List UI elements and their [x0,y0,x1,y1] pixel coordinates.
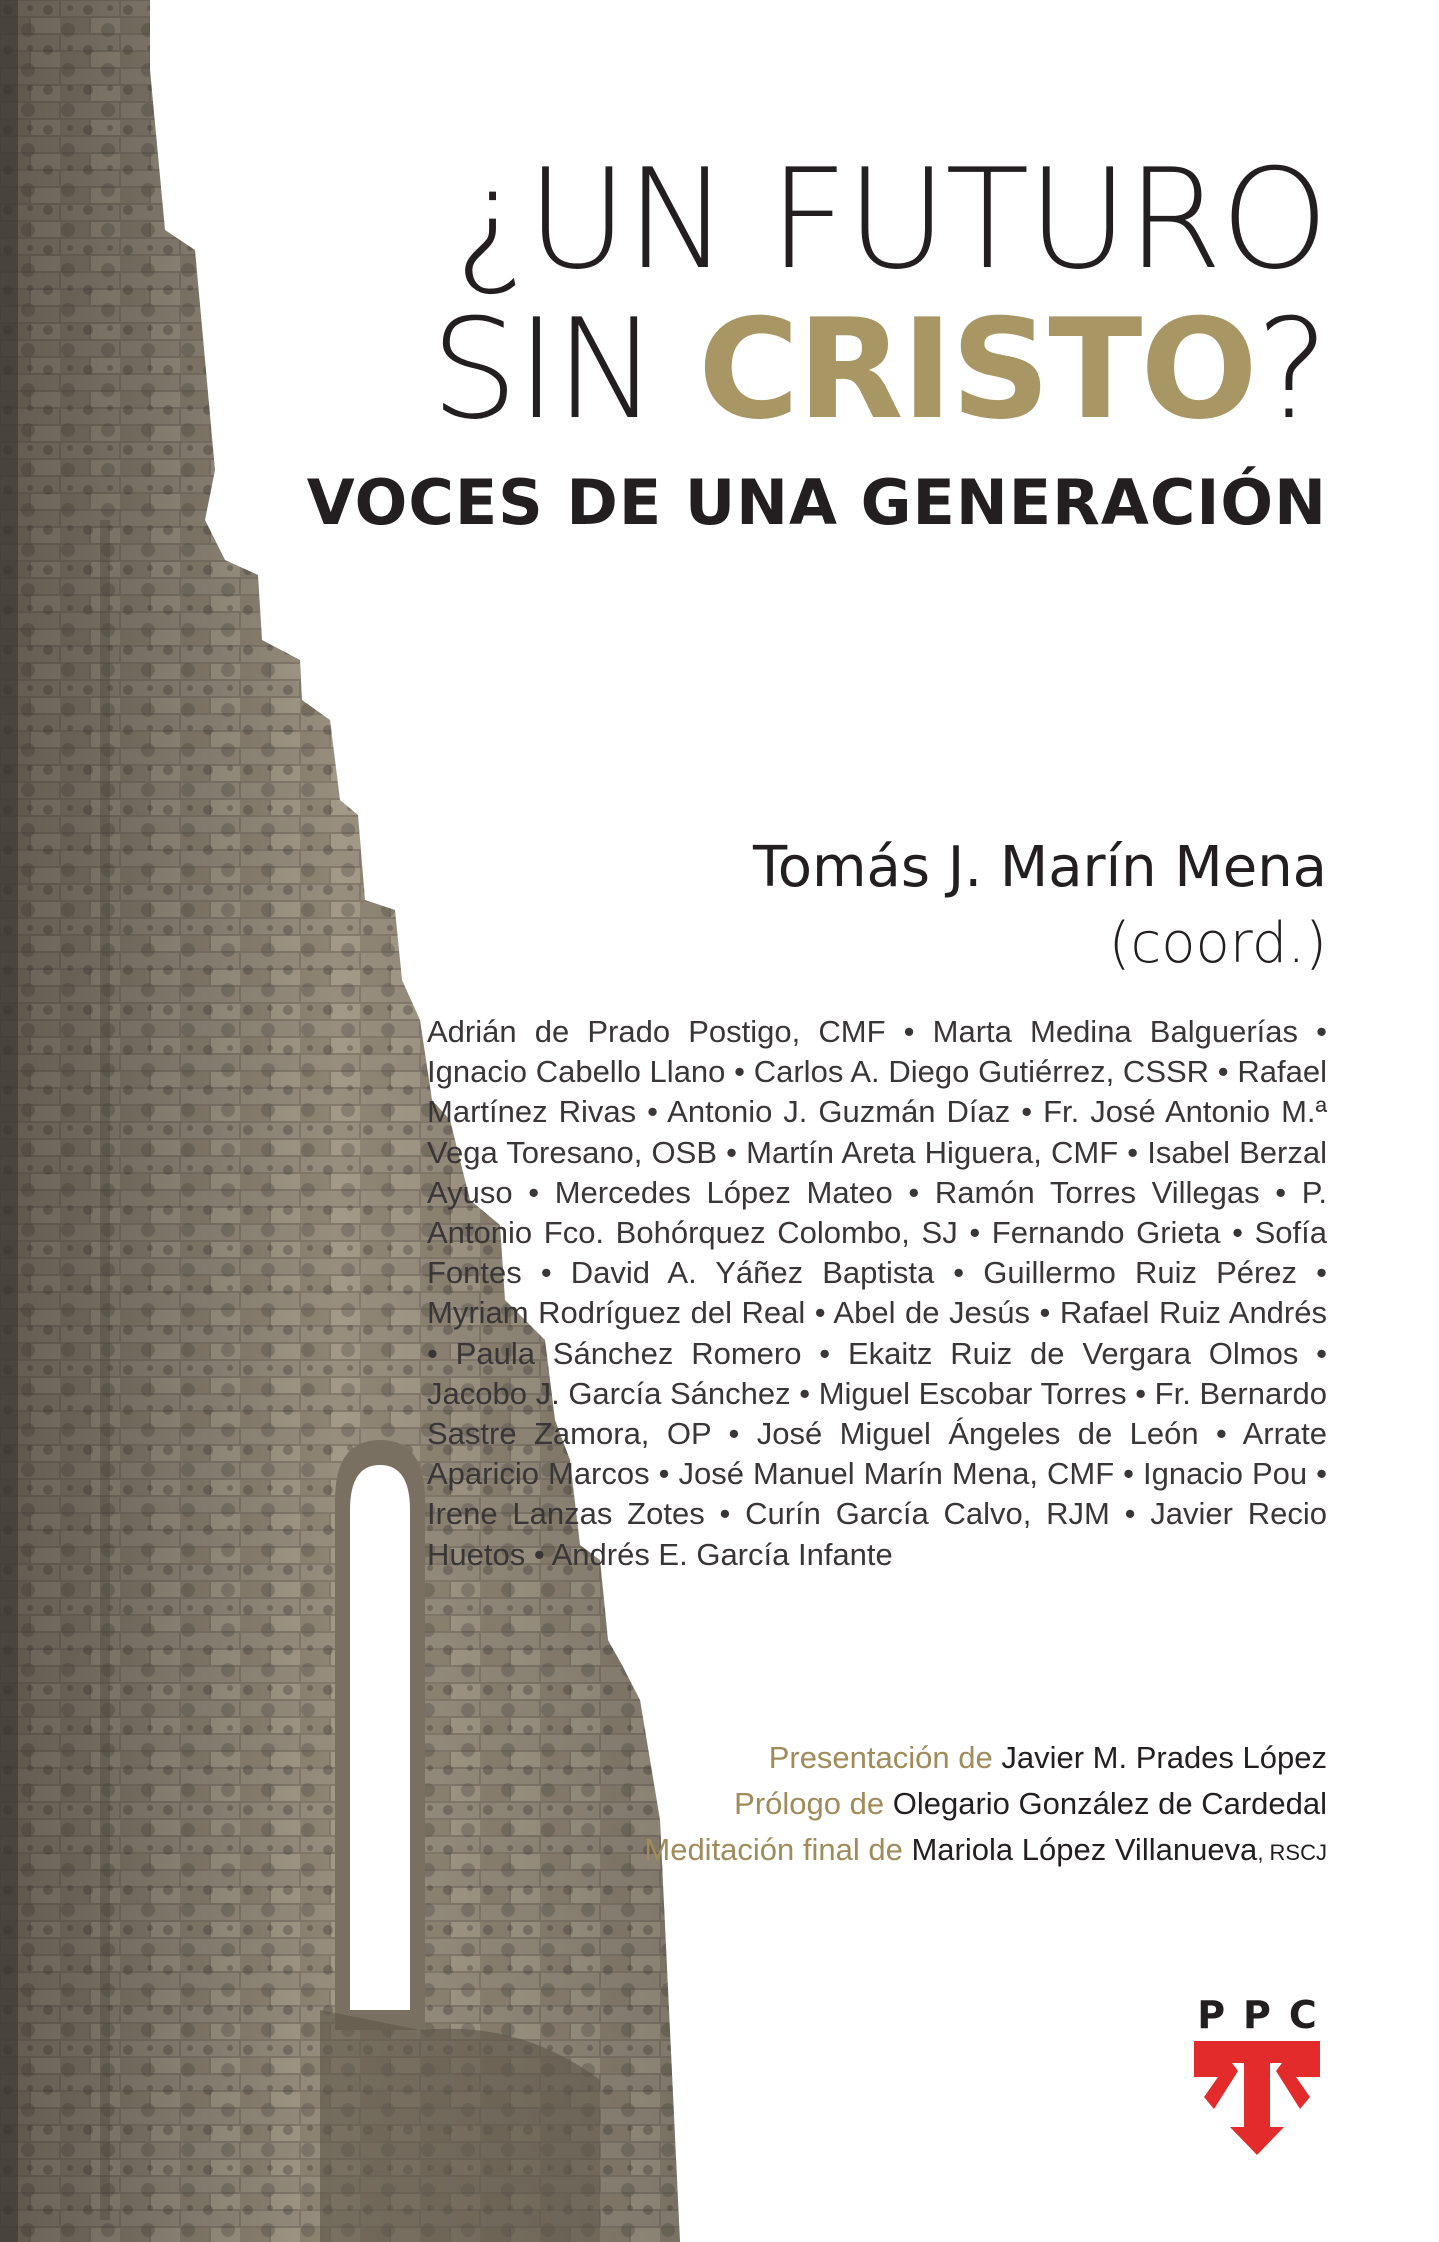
coordinator-name: Tomás J. Marín Mena [753,835,1327,900]
credit-suffix: , RSCJ [1257,1840,1327,1865]
credits-block [644,1735,1327,1876]
coordinator-role: (coord.) [1108,911,1327,976]
book-subtitle: VOCES DE UNA GENERACIÓN [306,466,1327,539]
contributors-list: Adrián de Prado Postigo, CMF • Marta Medina Balguerías • Ignacio Cabello Llano • Carlos A. Diego Gutiérrez, CSSR • Rafael Martínez Rivas • Antonio J. Guzmán Díaz • Fr. José Antonio M.ª Vega Toresano, OSB • Martín Areta Higuera, CMF • Isabel Berzal Ayuso • Mercedes López Mateo • Ramón Torres Villegas • P. Antonio Fco. Bohórquez Colombo, SJ • Fernando Grieta • Sofía Fontes • David A. Yáñez Baptista • Guillermo Ruiz Pérez • Myriam Rodríguez del Real • Abel de Jesús • Rafael Ruiz Andrés • Paula Sánchez Romero • Ekaitz Ruiz de Vergara Olmos • Jacobo J. García Sánchez • Miguel Escobar Torres • Fr. Bernardo Sastre Zamora, OP • José Miguel Ángeles de León • Arrate Aparicio Marcos • José Manuel Marín Mena, CMF • Ignacio Pou • Irene Lanzas Zotes • Curín García Calvo, RJM • Javier Recio Huetos • Andrés E. García Infante [427,1014,1327,1572]
publisher-name: PPC [1197,1993,1335,2037]
book-title-line-1: ¿UN FUTURO [454,139,1327,300]
credit-name: Mariola López Villanueva [911,1832,1258,1867]
title-prefix: SIN [430,289,699,450]
credit-prologue [644,1781,1327,1827]
credit-presentation [644,1735,1327,1781]
title-block [306,139,1327,543]
title-suffix: ? [1255,289,1327,450]
credit-role: Meditación final de [644,1832,912,1867]
publisher-logo [1187,1993,1335,2162]
credit-role: Prólogo de [734,1786,893,1821]
credit-name: Olegario González de Cardedal [892,1786,1327,1821]
red-arrows-logo-icon [1192,2037,1322,2157]
credit-role: Presentación de [768,1740,1002,1775]
coordinator-block [753,830,1327,982]
credit-final-meditation [644,1827,1327,1876]
title-highlight: CRISTO [698,289,1256,450]
credit-name: Javier M. Prades López [1001,1740,1327,1775]
book-title-line-2 [307,289,1327,450]
